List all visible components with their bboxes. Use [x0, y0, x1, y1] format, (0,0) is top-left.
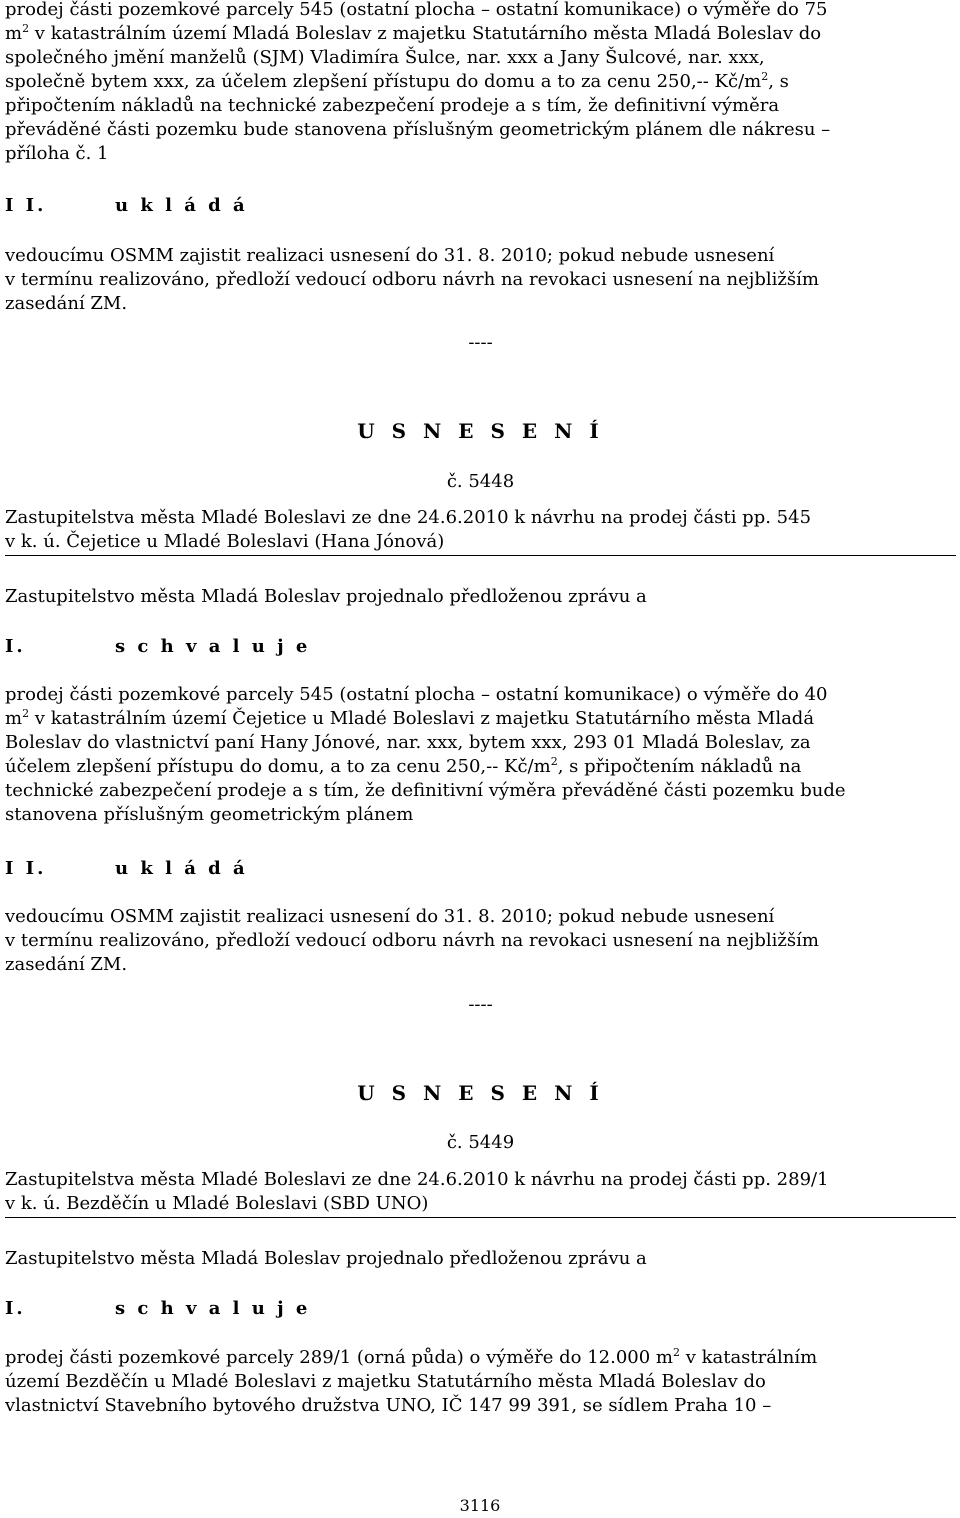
approval-paragraph	[5, 1346, 956, 1418]
section-roman: I.	[5, 1298, 26, 1319]
section-verb: u k l á d á	[115, 858, 245, 879]
text-line: připočtením nákladů na technické zabezpečení prodeje a s tím, že definitivní výměra	[5, 95, 780, 116]
resolution-title: U S N E S E N Í	[357, 1081, 604, 1105]
resolution-subject	[5, 506, 956, 556]
section-heading-ii	[5, 194, 245, 218]
text-line: prodej části pozemkové parcely 289/1 (orná půda) o výměře do 12.000 $m^2$ v katastrálním	[5, 1346, 818, 1368]
text-line: zasedání ZM.	[5, 293, 128, 314]
text-line: $m^2$ v katastrálním území Mladá Boleslav z majetku Statutárního města Mladá Boleslav do	[5, 22, 822, 44]
text-line: v termínu realizováno, předloží vedoucí odboru návrh na revokaci usnesení na nejbližším	[5, 269, 819, 290]
section-roman: I I.	[5, 858, 47, 879]
section-verb: s c h v a l u j e	[115, 1298, 308, 1319]
text-line: Zastupitelstva města Mladé Boleslavi ze dne 24.6.2010 k návrhu na prodej části pp. 289/1	[5, 1169, 829, 1190]
text-line: technické zabezpečení prodeje a s tím, že definitivní výměra převáděné části pozemku bude	[5, 780, 846, 801]
section-verb: u k l á d á	[115, 195, 245, 216]
text-line: v k. ú. Bezděčín u Mladé Boleslavi (SBD UNO)	[5, 1193, 429, 1214]
intro-paragraph	[5, 0, 956, 166]
text-line: Boleslav do vlastnictví paní Hany Jónové, nar. xxx, bytem xxx, 293 01 Mladá Boleslav, za	[5, 732, 811, 753]
approval-paragraph	[5, 683, 956, 827]
text-line: příloha č. 1	[5, 143, 109, 164]
section-heading-i	[5, 1297, 307, 1321]
text-line: vlastnictví Stavebního bytového družstva UNO, IČ 147 99 391, se sídlem Praha 10 –	[5, 1395, 772, 1416]
text-line: vedoucímu OSMM zajistit realizaci usnesení do 31. 8. 2010; pokud nebude usnesení	[5, 245, 775, 266]
section-verb: s c h v a l u j e	[115, 636, 308, 657]
text-line: $m^2$ v katastrálním území Čejetice u Mladé Boleslavi z majetku Statutárního města Mladá	[5, 707, 815, 729]
text-line: prodej části pozemkové parcely 545 (ostatní plocha – ostatní komunikace) o výměře do 40	[5, 684, 828, 705]
text-line: v k. ú. Čejetice u Mladé Boleslavi (Hana Jónová)	[5, 531, 445, 552]
separator: ----	[468, 332, 493, 353]
text-line: stanovena příslušným geometrickým plánem	[5, 804, 414, 825]
resolution-subject	[5, 1168, 956, 1218]
council-statement: Zastupitelstvo města Mladá Boleslav projednalo předloženou zprávu a	[5, 1248, 647, 1269]
ii-paragraph	[5, 905, 956, 977]
section-heading-i	[5, 635, 307, 659]
text-line: vedoucímu OSMM zajistit realizaci usnesení do 31. 8. 2010; pokud nebude usnesení	[5, 906, 775, 927]
page-number: 3116	[459, 1496, 501, 1515]
text-line: Zastupitelstva města Mladé Boleslavi ze dne 24.6.2010 k návrhu na prodej části pp. 545	[5, 507, 812, 528]
text-line: společného jmění manželů (SJM) Vladimíra Šulce, nar. xxx a Jany Šulcové, nar. xxx,	[5, 47, 765, 68]
text-line: v termínu realizováno, předloží vedoucí odboru návrh na revokaci usnesení na nejbližším	[5, 930, 819, 951]
text-line: společně bytem xxx, za účelem zlepšení přístupu do domu a to za cenu 250,-- $Kč/m^2$, s	[5, 70, 789, 92]
text-line: převáděné části pozemku bude stanovena příslušným geometrickým plánem dle nákresu –	[5, 119, 831, 140]
section-heading-ii	[5, 857, 245, 881]
council-statement: Zastupitelstvo města Mladá Boleslav projednalo předloženou zprávu a	[5, 586, 647, 607]
ii-paragraph	[5, 244, 956, 316]
text-line: účelem zlepšení přístupu do domu, a to za cenu 250,-- $Kč/m^2$, s připočtením nákladů na	[5, 755, 802, 777]
resolution-number: č. 5448	[446, 471, 515, 492]
resolution-title: U S N E S E N Í	[357, 419, 604, 443]
separator: ----	[468, 994, 493, 1015]
resolution-number: č. 5449	[446, 1132, 515, 1153]
text-line: prodej části pozemkové parcely 545 (ostatní plocha – ostatní komunikace) o výměře do 75	[5, 0, 828, 20]
text-line: území Bezděčín u Mladé Boleslavi z majetku Statutárního města Mladá Boleslav do	[5, 1371, 766, 1392]
section-roman: I.	[5, 636, 26, 657]
text-line: zasedání ZM.	[5, 954, 128, 975]
section-roman: I I.	[5, 195, 47, 216]
